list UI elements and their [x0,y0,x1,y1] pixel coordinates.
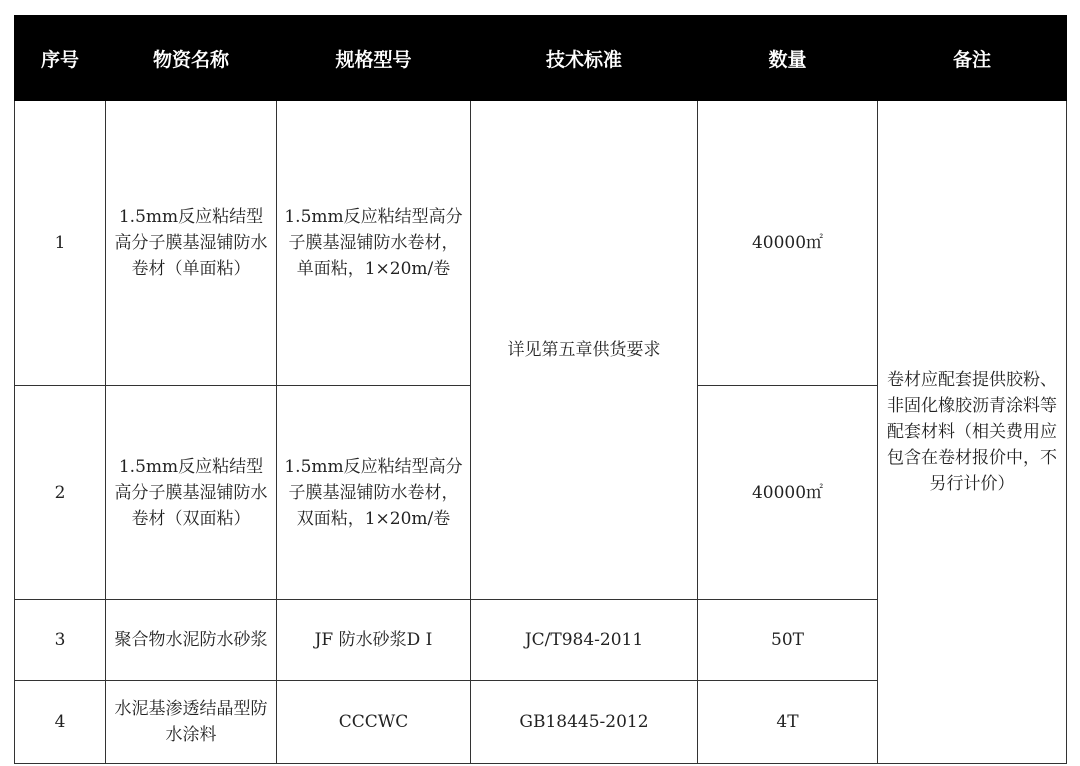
cell-quantity: 40000㎡ [698,101,878,386]
header-spec-model: 规格型号 [277,16,471,101]
cell-spec-model: CCCWC [277,681,471,764]
cell-index: 2 [15,386,106,600]
cell-index: 4 [15,681,106,764]
cell-spec-model: 1.5mm反应粘结型高分子膜基湿铺防水卷材，双面粘，1×20m/卷 [277,386,471,600]
cell-material-name: 1.5mm反应粘结型高分子膜基湿铺防水卷材（双面粘） [106,386,277,600]
cell-spec-model: 1.5mm反应粘结型高分子膜基湿铺防水卷材，单面粘，1×20m/卷 [277,101,471,386]
cell-remarks-shared: 卷材应配套提供胶粉、非固化橡胶沥青涂料等配套材料（相关费用应包含在卷材报价中，不另行计价） [878,101,1067,764]
cell-technical-standard: GB18445-2012 [471,681,698,764]
cell-technical-standard: JC/T984-2011 [471,600,698,681]
header-quantity: 数量 [698,16,878,101]
cell-quantity: 50T [698,600,878,681]
cell-quantity: 40000㎡ [698,386,878,600]
table-header-row [15,16,1067,101]
cell-material-name: 水泥基渗透结晶型防水涂料 [106,681,277,764]
cell-material-name: 1.5mm反应粘结型高分子膜基湿铺防水卷材（单面粘） [106,101,277,386]
header-remarks: 备注 [878,16,1067,101]
cell-spec-model: JF 防水砂浆D I [277,600,471,681]
header-technical-standard: 技术标准 [471,16,698,101]
header-index: 序号 [15,16,106,101]
cell-quantity: 4T [698,681,878,764]
cell-index: 1 [15,101,106,386]
cell-technical-standard-shared: 详见第五章供货要求 [471,101,698,600]
cell-index: 3 [15,600,106,681]
cell-material-name: 聚合物水泥防水砂浆 [106,600,277,681]
materials-table [14,15,1067,764]
table-row [15,101,1067,386]
header-material-name: 物资名称 [106,16,277,101]
